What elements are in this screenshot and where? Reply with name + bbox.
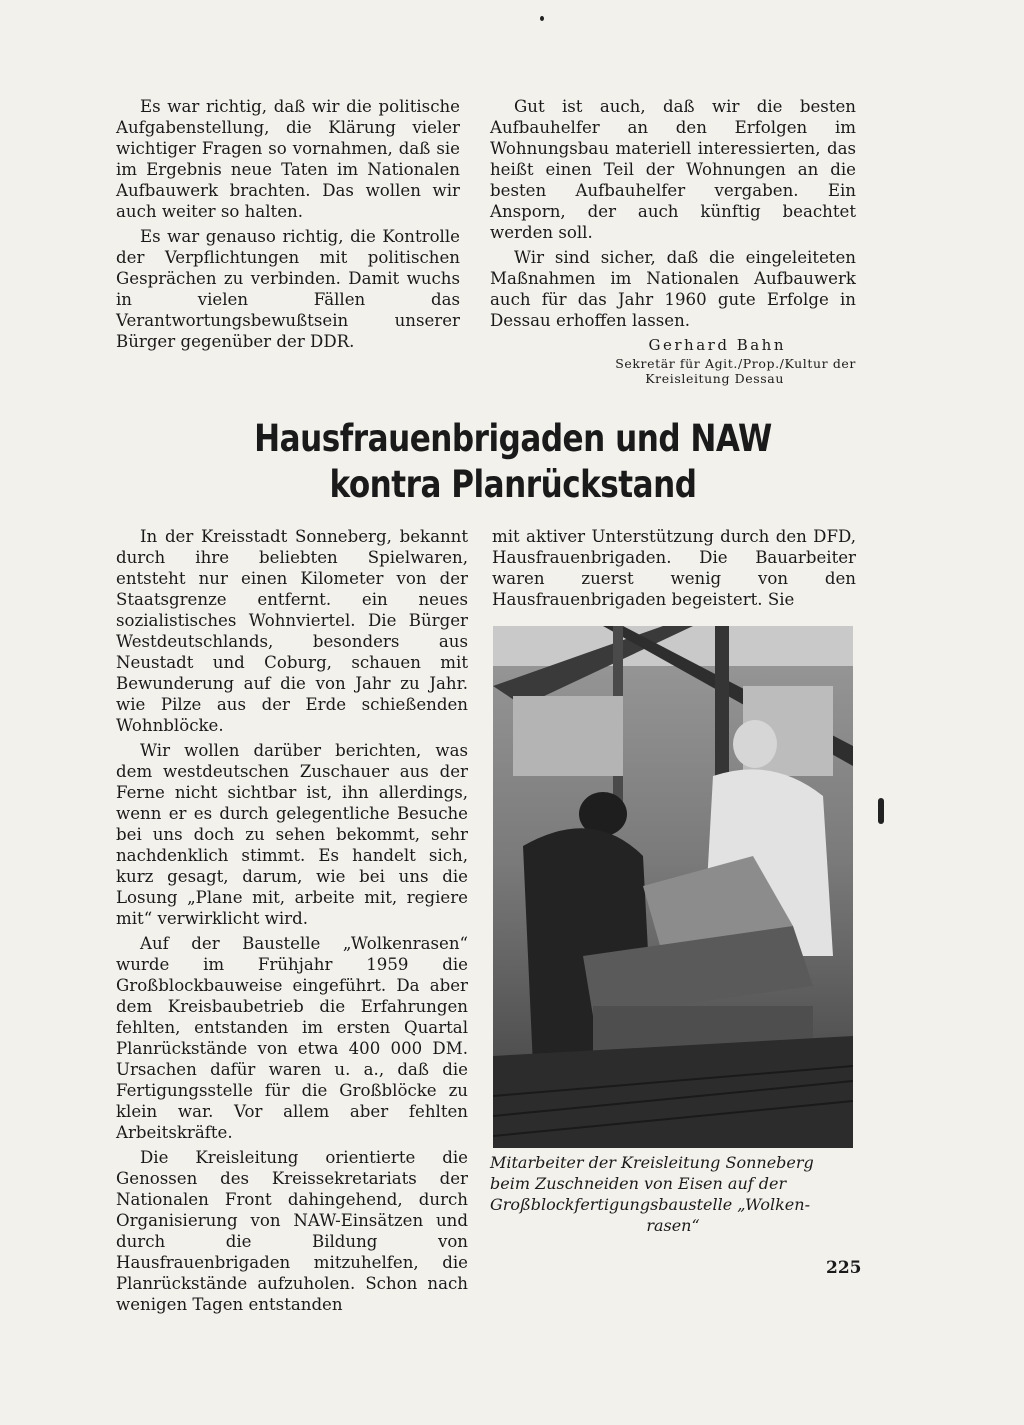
paragraph: Wir wollen darüber berichten, was dem westdeutschen Zuschauer aus der Ferne nicht sichtbar ist, ihn allerdings, wenn er es durch gelegentliche Besuche bei uns doch zu sehen bekommt, sehr nachdenklich stimmt. Es handelt sich, kurz gesagt, darum, wie bei uns die Losung „Plane mit, arbeite mit, regiere mit“ verwirklicht wird.	[116, 741, 468, 928]
top-left-column	[116, 96, 460, 356]
signature-block	[490, 335, 856, 386]
photo-illustration	[493, 626, 853, 1148]
ink-mark	[878, 798, 884, 824]
article-right-column	[492, 526, 856, 614]
top-right-column	[490, 96, 856, 386]
paragraph: Wir sind sicher, daß die eingeleiteten Maßnahmen im Nationalen Aufbauwerk auch für das Jahr 1960 gute Erfolge in Dessau erhoffen lassen.	[490, 248, 856, 330]
article-left-column	[116, 526, 468, 1319]
headline-line-1: Hausfrauenbrigaden und NAW	[254, 417, 772, 460]
paragraph: mit aktiver Unterstützung durch den DFD, Hausfrauenbrigaden. Die Bauarbeiter waren zuerst wenig von den Hausfrauenbrigaden begeistert. Sie	[492, 527, 856, 609]
headline-line-2: kontra Planrückstand	[329, 463, 697, 506]
caption-line: rasen“	[646, 1216, 700, 1235]
article-photo	[493, 626, 853, 1148]
paragraph: Es war richtig, daß wir die politische Aufgabenstellung, die Klärung vieler wichtiger Fragen so vornahmen, daß sie im Ergebnis neue Taten im Nationalen Aufbauwerk brachten. Das wollen wir auch weiter so halten.	[116, 97, 460, 221]
signature-role-org: Kreisleitung Dessau	[645, 371, 784, 386]
page-number: 225	[826, 1258, 862, 1278]
paragraph: Es war genauso richtig, die Kontrolle der Verpflichtungen mit politischen Gesprächen zu verbinden. Damit wuchs in vielen Fällen das Verantwortungsbewußtsein unserer Bürger gegenüber der DDR.	[116, 227, 460, 351]
signature-role: Sekretär für Agit./Prop./Kultur der	[615, 356, 856, 371]
paragraph: In der Kreisstadt Sonneberg, bekannt durch ihre beliebten Spielwaren, entsteht nur einen Kilometer von der Staatsgrenze entfernt. ein neues sozialistisches Wohnviertel. Die Bürger Westdeutschlands, besonders aus Neustadt und Coburg, schauen mit Bewunderung auf die von Jahr zu Jahr. wie Pilze aus der Erde schießenden Wohnblöcke.	[116, 527, 468, 735]
photo-caption	[490, 1152, 856, 1236]
signature-name: Gerhard Bahn	[648, 336, 786, 354]
paragraph: Auf der Baustelle „Wolkenrasen“ wurde im Frühjahr 1959 die Großblockbauweise eingeführt. Da aber dem Kreisbaubetrieb die Erfahrungen fehlten, entstanden im ersten Quartal Planrückstände von etwa 400 000 DM. Ursachen dafür waren u. a., daß die Fertigungsstelle für die Großblöcke zu klein war. Vor allem aber fehlten Arbeitskräfte.	[116, 934, 468, 1142]
caption-line: Großblockfertigungsbaustelle „Wolken-	[490, 1195, 810, 1214]
paragraph: Gut ist auch, daß wir die besten Aufbauhelfer an den Erfolgen im Wohnungsbau materiell interessierten, das heißt einen Teil der Wohnungen an die besten Aufbauhelfer vergaben. Ein Ansporn, der auch künftig beachtet werden soll.	[490, 97, 856, 242]
article-headline	[208, 416, 818, 508]
caption-line: Mitarbeiter der Kreisleitung Sonneberg	[490, 1153, 814, 1172]
ink-speck	[540, 16, 544, 21]
paragraph: Die Kreisleitung orientierte die Genossen des Kreissekretariats der Nationalen Front dahingehend, durch Organisierung von NAW-Einsätzen und durch die Bildung von Hausfrauenbrigaden mitzuhelfen, die Planrückstände aufzuholen. Schon nach wenigen Tagen entstanden	[116, 1148, 468, 1314]
caption-line: beim Zuschneiden von Eisen auf der	[490, 1174, 787, 1193]
